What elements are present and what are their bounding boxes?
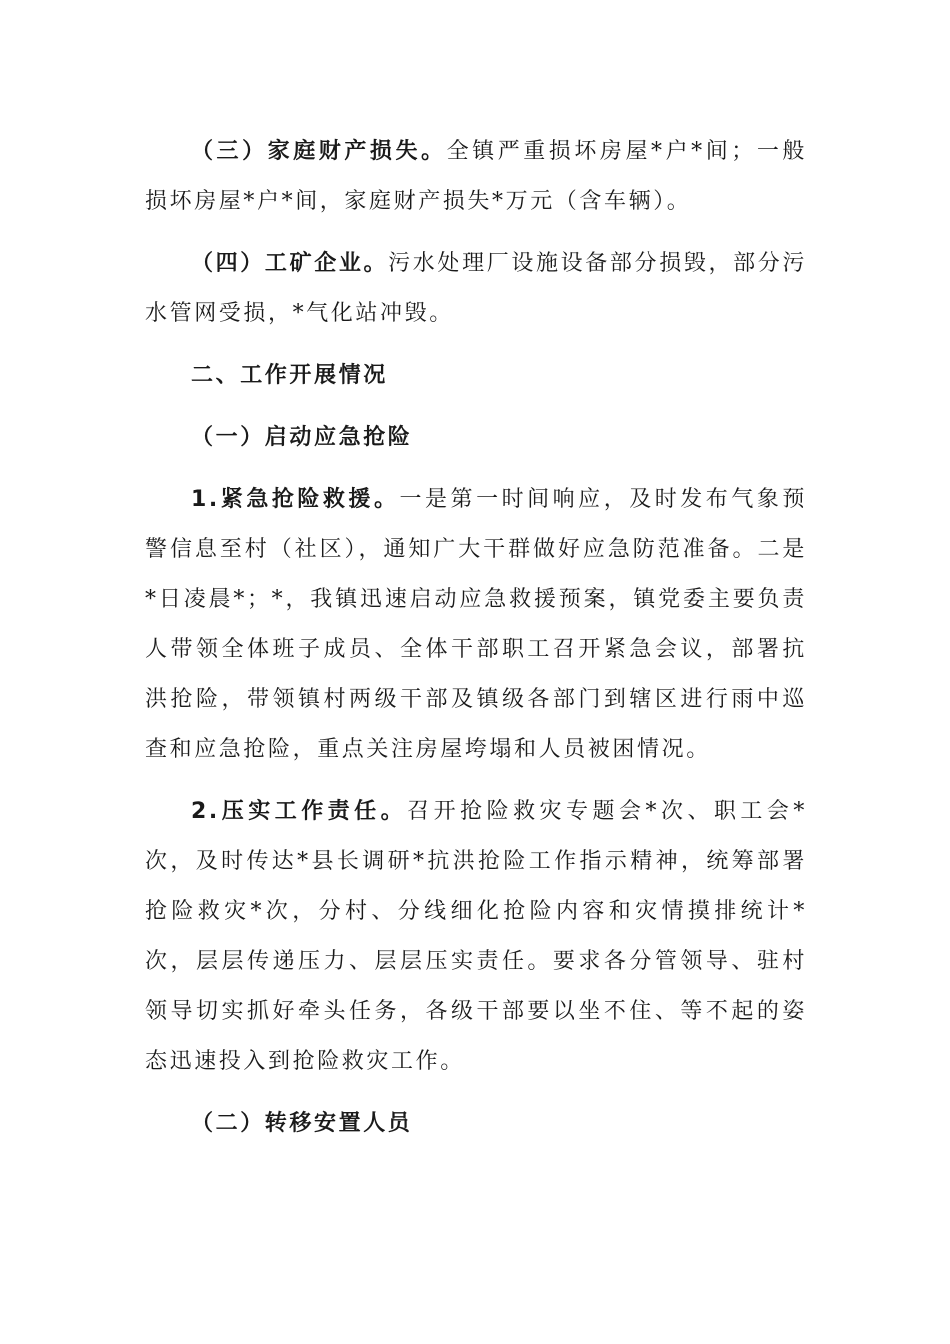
paragraph-lead: 1.紧急抢险救援。 (191, 487, 400, 512)
paragraph-responsibility (145, 787, 807, 1087)
subsection-heading-relocation: （二）转移安置人员 (191, 1111, 413, 1136)
paragraph-lead: （四）工矿企业。 (191, 251, 389, 276)
section-heading-work-progress: 二、工作开展情况 (191, 363, 388, 388)
subsection-heading-emergency-rescue: （一）启动应急抢险 (191, 425, 413, 450)
paragraph-lead: （三）家庭财产损失。 (191, 139, 447, 164)
paragraph-text: 全镇严重损坏房屋*户*间；一般损坏房屋*户*间，家庭财产损失*万元（含车辆）。 (145, 139, 807, 214)
document-body (145, 127, 807, 1161)
paragraph-text: 污水处理厂设施设备部分损毁，部分污水管网受损，*气化站冲毁。 (145, 251, 807, 326)
paragraph-text: 召开抢险救灾专题会*次、职工会*次，及时传达*县长调研*抗洪抢险工作指示精神，统筹部署抢险救灾*次，分村、分线细化抢险内容和灾情摸排统计*次，层层传递压力、层层压实责任。要求各分管领导、驻村领导切实抓好牵头任务，各级干部要以坐不住、等不起的姿态迅速投入到抢险救灾工作。 (145, 799, 807, 1074)
paragraph-industrial-mining (145, 239, 807, 339)
paragraph-household-property-loss (145, 127, 807, 227)
paragraph-lead: 2.压实工作责任。 (191, 799, 408, 824)
paragraph-urgent-rescue (145, 475, 807, 775)
paragraph-text: 一是第一时间响应，及时发布气象预警信息至村（社区），通知广大干群做好应急防范准备。二是*日凌晨*；*，我镇迅速启动应急救援预案，镇党委主要负责人带领全体班子成员、全体干部职工召开紧急会议，部署抗洪抢险，带领镇村两级干部及镇级各部门到辖区进行雨中巡查和应急抢险，重点关注房屋垮塌和人员被困情况。 (145, 487, 807, 762)
